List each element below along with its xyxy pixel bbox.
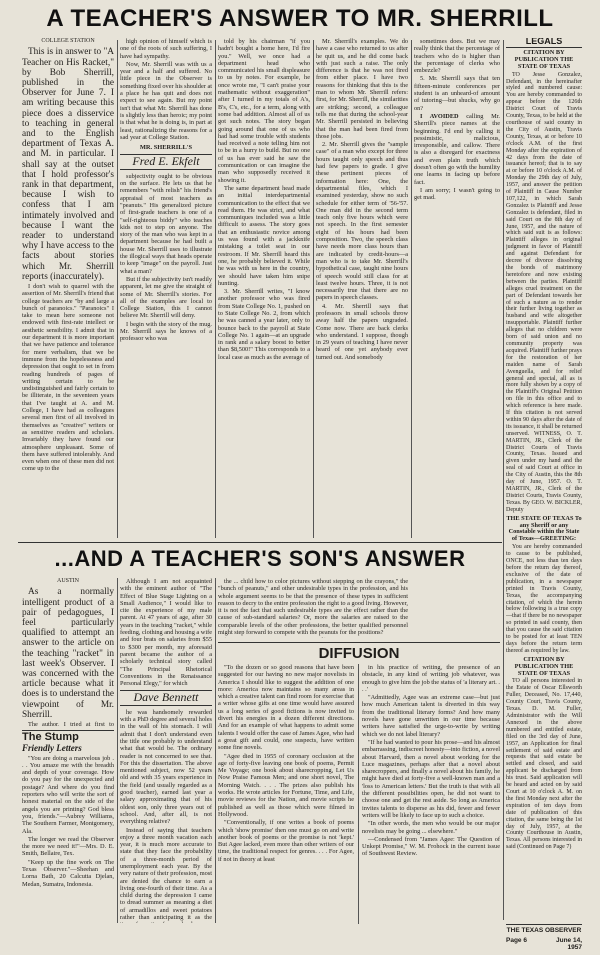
headline-teacher-answer: A TEACHER'S ANSWER TO MR. SHERRILL bbox=[46, 5, 554, 32]
article2-paragraph: Instead of saying that teachers enjoy a three month vacation each year, it is much more accurate to state that they face the probability of a three-month period of unemployment each year. By the very nature of their profession, most are denied the chance to earn a living one-fourth of their time. As a child during the depression I came to dread summer as meaning a diet of armadillos and sweet potatoes rather than anticipating it as the bbox=[120, 826, 212, 922]
diffusion-paragraph: "Agee died in 1955 of coronary occlusion at the age of forty-five leaving one book of poems, Permit Me Voyage; one book about sharecropping, Let Us Now Praise Famous Men; and one short novel, The Morning Watch. . . . The prizes also publish his works. He wrote articles for Fortune, Time, and Life, movie reviews for the Nation, and movie scripts he published as well as those which were filmed in Hollywood. bbox=[218, 752, 354, 818]
article2-column-3 bbox=[218, 578, 408, 638]
article1-column-5 bbox=[414, 38, 500, 248]
article1-paragraph: calling Mr. Sherrill's piece names at the beginning. I'd end by calling it pessimistic, malicious, irresponsible, and callow. There is also a disregard for exactness and even plain truth which doesn't often go with the humility one learns in facing up before fact. bbox=[414, 112, 500, 186]
article1-paragraph: subjectivity ought to be obvious on the surface. He lets us that he remembers "with relish" his friend's appraisal of most teachers as "peanuts." His generalized picture of first-grade teachers is one of a "self-righteous biddy" who teaches kids not to step on anyone. The story of the man who was kept in a department because he had built a house Mr. Sherrill uses to illustrate the illogical ways that heads operate to keep "image" on the payroll. Just what a man? bbox=[120, 172, 212, 275]
stump-letter: "Keep up the fine work on The Texas Observer."—Sheehan and Lorna Bath, 20 Calcutta Djelan, Medan, Sumatra, Indonesia. bbox=[22, 858, 114, 888]
column-rule bbox=[215, 40, 216, 538]
legals-heading: CITATION BY PUBLICATION THE STATE OF TEXAS bbox=[514, 48, 574, 70]
article1-paragraph: I am sorry; I wasn't going to get mad. bbox=[414, 186, 500, 202]
article1-paragraph: told by his chairman "if you hadn't bought a home here, I'd fire you." Well, we once had a department head who communicated his small displeasure to us by notes. For example, he once wrote me, "I can't praise your mathematic without exaggeration" after I turned in my totals of A's, B's, C's, etc., for a term, along with some bad addition. Almost all of us got such notes. The story began going around that one of us who had had some trouble with students had received a note telling him not to be in a hurry to build. But no one of us has ever said he saw the communication or can imagine the man who supposedly received it showing it. bbox=[218, 38, 310, 184]
article1-paragraph: Mr. Sherrill's examples. We do have a case who returned to us after he quit us, and he did come back with just such a raise. The only difference is that he was not fired from either place. I have two reasons for thinking that this is the man to whom Mr. Sherrill refers: first, for Mr. Sherrill, the similarities are striking; second, a colleague tells me that during the school-year Mr. Sherrill persisted in believing that the man had been fired from those jobs. bbox=[316, 38, 408, 140]
article1-paragraph: The same department head made an initial interdepartmental communication to the effect that we read them. He was strict, and what communiques included was a little difficult to assess. The story goes that an enthusiastic novice among us was found with a jackknife mistaking a toilet seat in our restroom. If Mr. Sherrill heard this one, he probably believed it. While he was with us here in the country, we should have taken him snipe hunting. bbox=[218, 184, 310, 287]
stump-letter: The longer we read the Observer the more we need it!"—Mrs. D. E. Smith, Bellaire, Tex. bbox=[22, 835, 114, 858]
diffusion-column-1 bbox=[218, 664, 354, 924]
footer-page-number: Page 6 bbox=[506, 937, 527, 944]
article1-subhead: MR. SHERRILL'S bbox=[139, 144, 193, 152]
article1-lead-in: I AVOIDED bbox=[420, 112, 459, 120]
footer-rule bbox=[506, 924, 582, 925]
column-rule bbox=[117, 40, 118, 538]
diffusion-paragraph: in his practice of writing, the presence of an obstacle, in any kind of writing job whatever, was enough to give him the job the status of 'a literary art. . . .' bbox=[362, 664, 500, 693]
article2-paragraph: The author, I tried at first to bbox=[28, 720, 114, 726]
column-rule bbox=[117, 578, 118, 923]
stump-subtitle: Friendly Letters bbox=[22, 743, 82, 754]
article2-dateline: AUSTIN bbox=[57, 578, 79, 584]
article2-paragraph: the ... child how to color pictures without stepping on the crayons," the "bunch of peanuts," and other undesirable types in the profession, and his whole argument seems to be that the presence of these types in sufficient reason to decry to the entire profession the right to a good living. However, it is not the fact that such undesirable types are the effect rather than the cause of sub-standard salaries? Or, more the salaries are raised to the comparable levels of the other professions, the better qualified personnel might step forward to compete with the peanuts for the positions? bbox=[218, 578, 408, 637]
section-divider bbox=[218, 642, 500, 643]
legals-column bbox=[506, 38, 582, 908]
article1-paragraph: I begin with the story of the mug. Mr. Sherrill says he knows of a professor who was bbox=[120, 320, 212, 343]
column-rule bbox=[503, 40, 504, 920]
diffusion-title: DIFFUSION bbox=[318, 645, 400, 662]
article1-paragraph: I don't wish to quarrel with the assertion of Mr. Sherrill's friend that college teachers are "by and large a bunch of paranoics." "Paranoics" I take to mean here someone not endowed with first-rate intellect or aesthetic sensibility. I admit that in our department it is more important that we have patience and tolerance for mere verbalism, that we be immune from the hopelessness and depression that ought to set in from reading hundreds of pages of writing certain to be undistinguished and fairly certain to be illiterate, in the seventeen years that I've taught at A. and M. College, I have had as colleagues several men first of all involved in themselves as "creative" writers or as sensitive readers and scholars. Invariably they have found our atmosphere unpleasant. Some of them have suffered intolerably. And even when one of these men did not come up to the bbox=[22, 282, 114, 473]
article1-byline: Fred E. Ekfelt bbox=[120, 154, 212, 169]
article1-paragraph: Now, Mr. Sherrill was with us a year and a half and suffered. No little piece in the Observer is something fixed over his shoulder at a place he has quit and does not expect to see again. But my point isn't that what Mr. Sherrill has done is slightly less than heroic; my point is that what he is doing is, in part at least, rationalizing the reasons for a sad year at College Station. bbox=[120, 60, 212, 141]
legals-heading: THE STATE OF TEXAS To any Sheriff or any Constable within the State of Texas—GREETING: bbox=[506, 514, 582, 543]
stump-column bbox=[22, 732, 114, 924]
article1-column-2 bbox=[120, 38, 212, 538]
article1-column-4 bbox=[316, 38, 408, 538]
article2-paragraph: Although I am not acquainted with the eminent author of "The Effect of Blue Stage Lighting on a Small Audience," I would like to cite the experience of my male parent. At 47 years of age, after 30 years in the teaching "racket," while feeding, clothing and housing a wife and four brats on salaries from $55 to $300 per month, my aforesaid parent became the author of a scholarly technical story called "The Principal Rhetorical Conventions in the Renaissance Personal Elegy," for which bbox=[120, 578, 212, 688]
article2-lead: As a normally intelligent product of a pair of pedagogues, I feel particularly qualified to attempt an answer to the article on the teaching "racket" in last week's Observer. I was concerned with the article because what it does is to understand the viewpoint of Mr. Sherrill. bbox=[22, 587, 114, 720]
legals-notice: You are hereby commanded to cause to be published, ONCE, not less than ten days before the return day thereof, exclusive of the date of publication, in a newspaper printed in Travis County, Texas, the accompanying citation, of which the herein below following is a true copy—that if there be no newspaper so printed in said county, then that you cause the said citation to be posted for at least TEN days before the return term thereof as required by law. bbox=[506, 544, 582, 654]
footer-date: June 14, 1957 bbox=[555, 937, 582, 951]
article1-paragraph: 2. Mr. Sherrill gives the "sample case" of a man who except for three hours taught only speech and thus had few papers to grade. I give these pertinent pieces of information here: One, the departmental files, which I examined yesterday, show no such schedule for either term of '56-'57. One man did in the second term teach only five hours which were not speech. In the first semester eight of his hours had been composition. Two, the speech class have needs more class hours than are indicated by credit-hours—a man who is to take Mr. Sherrill's hypothetical case, taught nine hours of speech would still class for at least twelve hours. Three, it is not necessarily true that there are no papers in speech classes. bbox=[316, 141, 408, 302]
diffusion-paragraph: "To the dozen or so good reasons that have been suggested for our having no new major novelists in America I should like to suggest the addition of one more: America now maintains so many areas in which a creative talent can find room for exercise that a writer whose gifts at one time would have assured us a long series of good fictions is now invited to divert his energies in a dozen different directions. And for an example of what happens to admit some talents I would offer the case of James Agee, who had a great gift and could, one suspects, have written some fine novels. bbox=[218, 664, 354, 752]
article2-byline: Dave Bennett bbox=[120, 690, 212, 705]
article1-paragraph: 4. Mr. Sherrill says that professors in small schools throw away half the papers ungraded. Come now. There are back clerks who understand. I suppose, though in 29 years of teaching I have never heard of one yet anybody ever turned out. And somebody bbox=[316, 302, 408, 361]
legals-heading: CITATION BY PUBLICATION THE STATE OF TEXAS bbox=[514, 655, 574, 677]
diffusion-paragraph: "If he had wanted to pour his prose—and his almost embarrassing, indiscreet honesty—into fiction, a novel about Harvard, then a novel about working for the Luce magazines, perhaps after that a novel about sharecroppers, and finally a novel about his family, he might have died at forty-five a well-known man and a 'loss to American letters.' But the truth is that with all the different possibilities open, he did not want to choose one and get the rest aside. So long as America invites talents to disperse as his did, fewer and fewer writers will be likely to face up to such a choice. bbox=[362, 738, 500, 819]
legals-notice: TO all persons interested in the Estate of Oscar Ellsworth Fuller, Deceased, No. 17,440, County Court, Travis County, Texas. D. M. Fuller, Administrator with the Will Annexed in the above numbered and entitled estate, filed on the 3rd day of June, 1957, an Application for final settlement of said estate and requests that said estate be settled and closed, and said applicant be discharged from his trust. Said application will be heard and acted on by said Court at 10 o'clock A. M. on the first Monday next after the expiration of ten days from date of publication of this citation, the same being the 1st day of July, 1957, at the County Courthouse in Austin, Texas. All persons interested in said (Continued on Page 7) bbox=[506, 678, 582, 851]
article1-column-1 bbox=[22, 38, 114, 538]
article2-paragraph: he was handsomely rewarded with a PhD degree and several holes in the wall of his stomach. I will admit that I don't understand even the title one probably to understand what that would be. The ordinary reader is not concerned to see that. For this the dissertation. The above mentioned subject, now 52 years old and with 35 years experience in the field (and usually regarded as a good teacher), earned last year a salary approximating that of his oldest son, only three years out of school. And, after all, is not everything relative? bbox=[120, 708, 212, 826]
diffusion-column-2 bbox=[362, 664, 500, 924]
diffusion-paragraph: "Admittedly, Agee was an extreme case—but just how much American talent is diverted in this way from the traditional literary forms? And how many novels have gone unwritten in our time because writers have satisfied the urge-to-write by writing which we do not label literary? bbox=[362, 694, 500, 738]
article1-paragraph: But if the subjectivity isn't readily apparent, let me give the straight of some of Mr. Sherrill's stories. For all of the examples are local to College Station, this I cannot believe Mr. Sherrill will deny. bbox=[120, 275, 212, 320]
diffusion-paragraph: "Conventionally, if one writes a book of poems which 'show promise' then one must go on and write another book of poems or the promise is not 'kept.' But Agee lacked, even more than other writers of our time, the traditional respect for genres. . . . For Agee, if not in theory at least bbox=[218, 819, 354, 863]
article1-paragraph: 3. Mr. Sherrill writes, "I know another professor who was fired from State College No. 1, pushed on to State College No. 2, from which he was canned a year later, only to bounce back to the payroll at State College No. 1 again—at an upgrade in rank and a salary boost to better than $8,500!" This corresponds to a local case as much as the average of bbox=[218, 288, 310, 361]
column-rule bbox=[215, 578, 216, 923]
diffusion-source: —Condensed from "James Agee: The Question of Unkept Promise," W. M. Frohock in the current issue of Southwest Review. bbox=[362, 835, 500, 858]
column-rule bbox=[358, 664, 359, 924]
article1-dateline: COLLEGE STATION bbox=[41, 38, 95, 44]
stump-letter: "You are doing a marvelous job . . . You amaze me with the breadth and depth of your coverage. How do you pay for the unexpected and postage? And where do you find reporters who will write the sort of honest material on the side of the angels you are printing? God bless you, friends."—Aubrey Williams, The Southern Farmer, Montgomery, Ala. bbox=[22, 754, 114, 835]
article2-column-2 bbox=[120, 578, 212, 923]
article1-paragraph: sometimes does. But we may really think that the percentage of teachers who do is higher than the percentage of clerks who embezzle? bbox=[414, 38, 500, 75]
section-divider bbox=[22, 730, 114, 731]
article1-paragraph: 5. Mr. Sherrill says that ten fifteen-minute conferences per student is an unheard-of amount of tutoring—but shucks, why go on? bbox=[414, 75, 500, 112]
headline-teacher-son-answer: ...AND A TEACHER'S SON'S ANSWER bbox=[54, 546, 466, 571]
stump-title: The Stump bbox=[22, 732, 79, 743]
column-rule bbox=[411, 40, 412, 538]
legals-notice: TO Jesse Gonzalez, Defendant, in the hereinafter styled and numbered cause: You are hereby commanded to appear before the 126th District Court of Travis County, Texas, to be held at the courthouse of said county in the City of Austin, Travis County, Texas, at or before 10 o'clock A.M. of the first Monday after the expiration of 42 days from the date of issuance hereof; that is to say at or before 10 o'clock A.M. of Monday the 29th day of July, 1957, and answer the petition of Plaintiff in Cause Number 107,122, in which Sarah Gonzalez is Plaintiff and Jesse Gonzalez is defendant, filed in said Court on the 8th day of June, 1957, and the nature of which said suit is as follows: Plaintiff alleges in original judgment in favor of Plaintiff and against Defendant for decree of divorce dissolving the bonds of matrimony heretofore and now existing between the parties. Plaintiff alleges cruel treatment on the part of Defendant towards her of such a nature as to render their further living together as husband and wife altogether insupportable. Plaintiff further alleges that no children were born of said union and no community property was acquired. Plaintiff further prays for the restoration of her maiden name of Sarah Avenguella, and for relief general and special, all as is more fully shown by a copy of the Plaintiff's Original Petition on file in this office and to which reference is here made. If this citation is not served within 90 days after the date of its issuance, it shall be returned unserved. WITNESS, O. T. MARTIN, JR., Clerk of the District Courts of Travis County, Texas. Issued and given under my hand and the seal of said Court at office in the City of Austin, this the 8th day of June, 1957. O. T. MARTIN, JR., Clerk of the District Courts, Travis County, Texas. By GEO. W. BICKLER, Deputy bbox=[506, 71, 582, 513]
legals-title: LEGALS bbox=[506, 38, 582, 48]
article2-editor-note bbox=[218, 637, 408, 638]
column-rule bbox=[313, 40, 314, 538]
section-divider bbox=[18, 542, 502, 543]
article1-column-3 bbox=[218, 38, 310, 538]
footer-paper-name: THE TEXAS OBSERVER bbox=[506, 927, 582, 934]
article1-paragraph: high opinion of himself which is one of the roots of such suffering, I have had sympathy. bbox=[120, 38, 212, 60]
article2-column-1 bbox=[22, 578, 114, 726]
diffusion-paragraph: "In other words, the men who would be our major novelists may be going ... elsewhere." bbox=[362, 820, 500, 835]
article1-lead: This is in answer to "A Teacher on His Racket," by Bob Sherrill, published in the Observer for June 7. I am writing because this piece does a disservice to teaching in general and to the English department of Texas A. and M. in particular. I shall say at the outset that I hold professor's rank in that department, because I wish to confess that I am intimately involved and because I want the reader to understand why I have access to the facts about stories which Mr. Sherrill reports (inaccurately). bbox=[22, 47, 114, 282]
